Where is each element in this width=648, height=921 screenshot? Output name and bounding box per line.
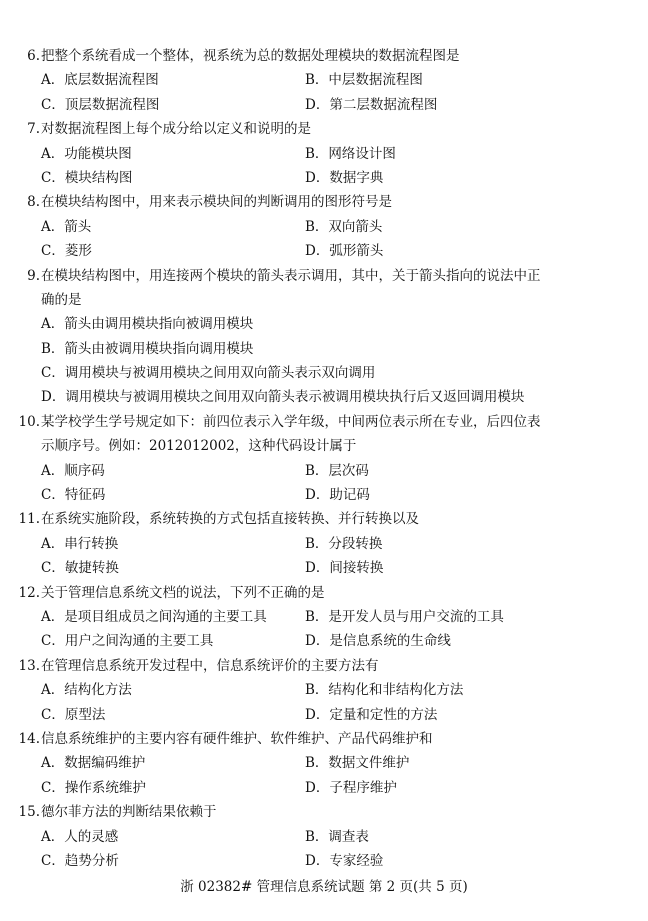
option-row bbox=[0, 385, 648, 409]
question-text: 某学校学生学号规定如下：前四位表示入学年级，中间两位表示所在专业，后四位表 bbox=[41, 413, 541, 430]
question-number: 11. bbox=[18, 511, 40, 528]
answer-option: D．第二层数据流程图 bbox=[305, 96, 438, 113]
question-number: 15. bbox=[18, 804, 40, 821]
question-stem-line bbox=[0, 581, 648, 605]
answer-option: B．网络设计图 bbox=[305, 145, 396, 162]
answer-option: A．底层数据流程图 bbox=[41, 72, 159, 89]
answer-option: D．弧形箭头 bbox=[305, 243, 384, 260]
answer-option: C．菱形 bbox=[41, 243, 92, 260]
answer-option: C．特征码 bbox=[41, 487, 106, 504]
question-number: 6. bbox=[27, 48, 40, 64]
question-11 bbox=[0, 507, 648, 580]
answer-option: A．箭头由调用模块指向被调用模块 bbox=[41, 316, 254, 333]
option-row bbox=[0, 239, 648, 263]
answer-option: A．顺序码 bbox=[41, 462, 105, 479]
answer-option: A．人的灵感 bbox=[41, 828, 119, 845]
answer-option: D．助记码 bbox=[305, 487, 370, 504]
question-text: 在模块结构图中，用连接两个模块的箭头表示调用，其中，关于箭头指向的说法中正 bbox=[41, 267, 541, 284]
question-stem-line bbox=[0, 190, 648, 214]
question-13 bbox=[0, 654, 648, 727]
option-row bbox=[0, 532, 648, 556]
question-stem-line bbox=[0, 727, 648, 751]
question-9 bbox=[0, 264, 648, 410]
answer-option: D．子程序维护 bbox=[305, 779, 397, 796]
question-stem-line bbox=[0, 44, 648, 68]
question-8 bbox=[0, 190, 648, 263]
answer-option: B．分段转换 bbox=[305, 535, 383, 552]
answer-option: D．间接转换 bbox=[305, 560, 384, 577]
answer-option: C．操作系统维护 bbox=[41, 779, 146, 796]
question-text: 德尔菲方法的判断结果依赖于 bbox=[41, 804, 217, 821]
question-number: 14. bbox=[18, 730, 40, 747]
option-row bbox=[0, 751, 648, 775]
option-row bbox=[0, 605, 648, 629]
answer-option: A．结构化方法 bbox=[41, 682, 132, 699]
option-row bbox=[0, 215, 648, 239]
question-6 bbox=[0, 44, 648, 117]
option-row bbox=[0, 312, 648, 336]
question-text: 信息系统维护的主要内容有硬件维护、软件维护、产品代码维护和 bbox=[41, 730, 433, 747]
answer-option: C．原型法 bbox=[41, 706, 106, 723]
question-15 bbox=[0, 800, 648, 873]
option-row bbox=[0, 776, 648, 800]
answer-option: A．串行转换 bbox=[41, 535, 119, 552]
question-number: 9. bbox=[27, 267, 40, 284]
option-row bbox=[0, 629, 648, 653]
question-stem-line bbox=[0, 264, 648, 288]
option-row bbox=[0, 337, 648, 361]
answer-option: A．是项目组成员之间沟通的主要工具 bbox=[41, 608, 267, 625]
question-12 bbox=[0, 581, 648, 654]
question-stem-line bbox=[0, 117, 648, 141]
answer-option: D．专家经验 bbox=[305, 852, 384, 869]
answer-option: C．趋势分析 bbox=[41, 852, 119, 869]
question-number: 13. bbox=[18, 657, 40, 674]
question-text: 在管理信息系统开发过程中，信息系统评价的主要方法有 bbox=[41, 657, 379, 674]
question-stem-line bbox=[0, 507, 648, 531]
question-text: 在系统实施阶段，系统转换的方式包括直接转换、并行转换以及 bbox=[41, 511, 419, 528]
answer-option: B．双向箭头 bbox=[305, 218, 383, 235]
option-row bbox=[0, 483, 648, 507]
answer-option: A．箭头 bbox=[41, 218, 92, 235]
answer-option: D．定量和定性的方法 bbox=[305, 706, 438, 723]
answer-option: B．箭头由被调用模块指向调用模块 bbox=[41, 340, 254, 357]
option-row bbox=[0, 68, 648, 92]
option-row bbox=[0, 825, 648, 849]
answer-option: D．数据字典 bbox=[305, 169, 384, 186]
question-number: 12. bbox=[18, 584, 40, 601]
answer-option: C．用户之间沟通的主要工具 bbox=[41, 633, 214, 650]
question-10 bbox=[0, 410, 648, 508]
question-stem-line bbox=[0, 288, 648, 312]
question-stem-line bbox=[0, 410, 648, 434]
question-7 bbox=[0, 117, 648, 190]
answer-option: C．顶层数据流程图 bbox=[41, 96, 160, 113]
answer-option: B．是开发人员与用户交流的工具 bbox=[305, 608, 504, 625]
option-row bbox=[0, 166, 648, 190]
answer-option: B．调查表 bbox=[305, 828, 369, 845]
page-footer: 浙 02382# 管理信息系统试题 第 2 页(共 5 页) bbox=[180, 879, 468, 895]
question-number: 10. bbox=[18, 413, 40, 430]
answer-option: C．调用模块与被调用模块之间用双向箭头表示双向调用 bbox=[41, 365, 376, 382]
answer-option: B．结构化和非结构化方法 bbox=[305, 682, 464, 699]
answer-option: C．敏捷转换 bbox=[41, 560, 119, 577]
question-text: 把整个系统看成一个整体，视系统为总的数据处理模块的数据流程图是 bbox=[41, 48, 460, 64]
question-stem-line bbox=[0, 434, 648, 458]
answer-option: D．调用模块与被调用模块之间用双向箭头表示被调用模块执行后又返回调用模块 bbox=[41, 389, 525, 406]
question-number: 8. bbox=[27, 194, 40, 211]
answer-option: A．数据编码维护 bbox=[41, 755, 146, 772]
answer-option: B．层次码 bbox=[305, 462, 369, 479]
question-list bbox=[0, 44, 648, 873]
answer-option: C．模块结构图 bbox=[41, 169, 133, 186]
option-row bbox=[0, 849, 648, 873]
answer-option: A．功能模块图 bbox=[41, 145, 132, 162]
question-stem-line bbox=[0, 800, 648, 824]
answer-option: B．数据文件维护 bbox=[305, 755, 410, 772]
question-text: 示顺序号。例如：2012012002，这种代码设计属于 bbox=[41, 438, 357, 455]
answer-option: B．中层数据流程图 bbox=[305, 72, 423, 89]
question-number: 7. bbox=[27, 121, 40, 138]
option-row bbox=[0, 93, 648, 117]
question-14 bbox=[0, 727, 648, 800]
question-text: 关于管理信息系统文档的说法，下列不正确的是 bbox=[41, 584, 325, 601]
option-row bbox=[0, 361, 648, 385]
question-text: 对数据流程图上每个成分给以定义和说明的是 bbox=[41, 121, 311, 138]
option-row bbox=[0, 459, 648, 483]
option-row bbox=[0, 703, 648, 727]
question-text: 确的是 bbox=[41, 291, 82, 308]
answer-option: D．是信息系统的生命线 bbox=[305, 633, 451, 650]
option-row bbox=[0, 556, 648, 580]
option-row bbox=[0, 142, 648, 166]
question-text: 在模块结构图中，用来表示模块间的判断调用的图形符号是 bbox=[41, 194, 392, 211]
option-row bbox=[0, 678, 648, 702]
question-stem-line bbox=[0, 654, 648, 678]
